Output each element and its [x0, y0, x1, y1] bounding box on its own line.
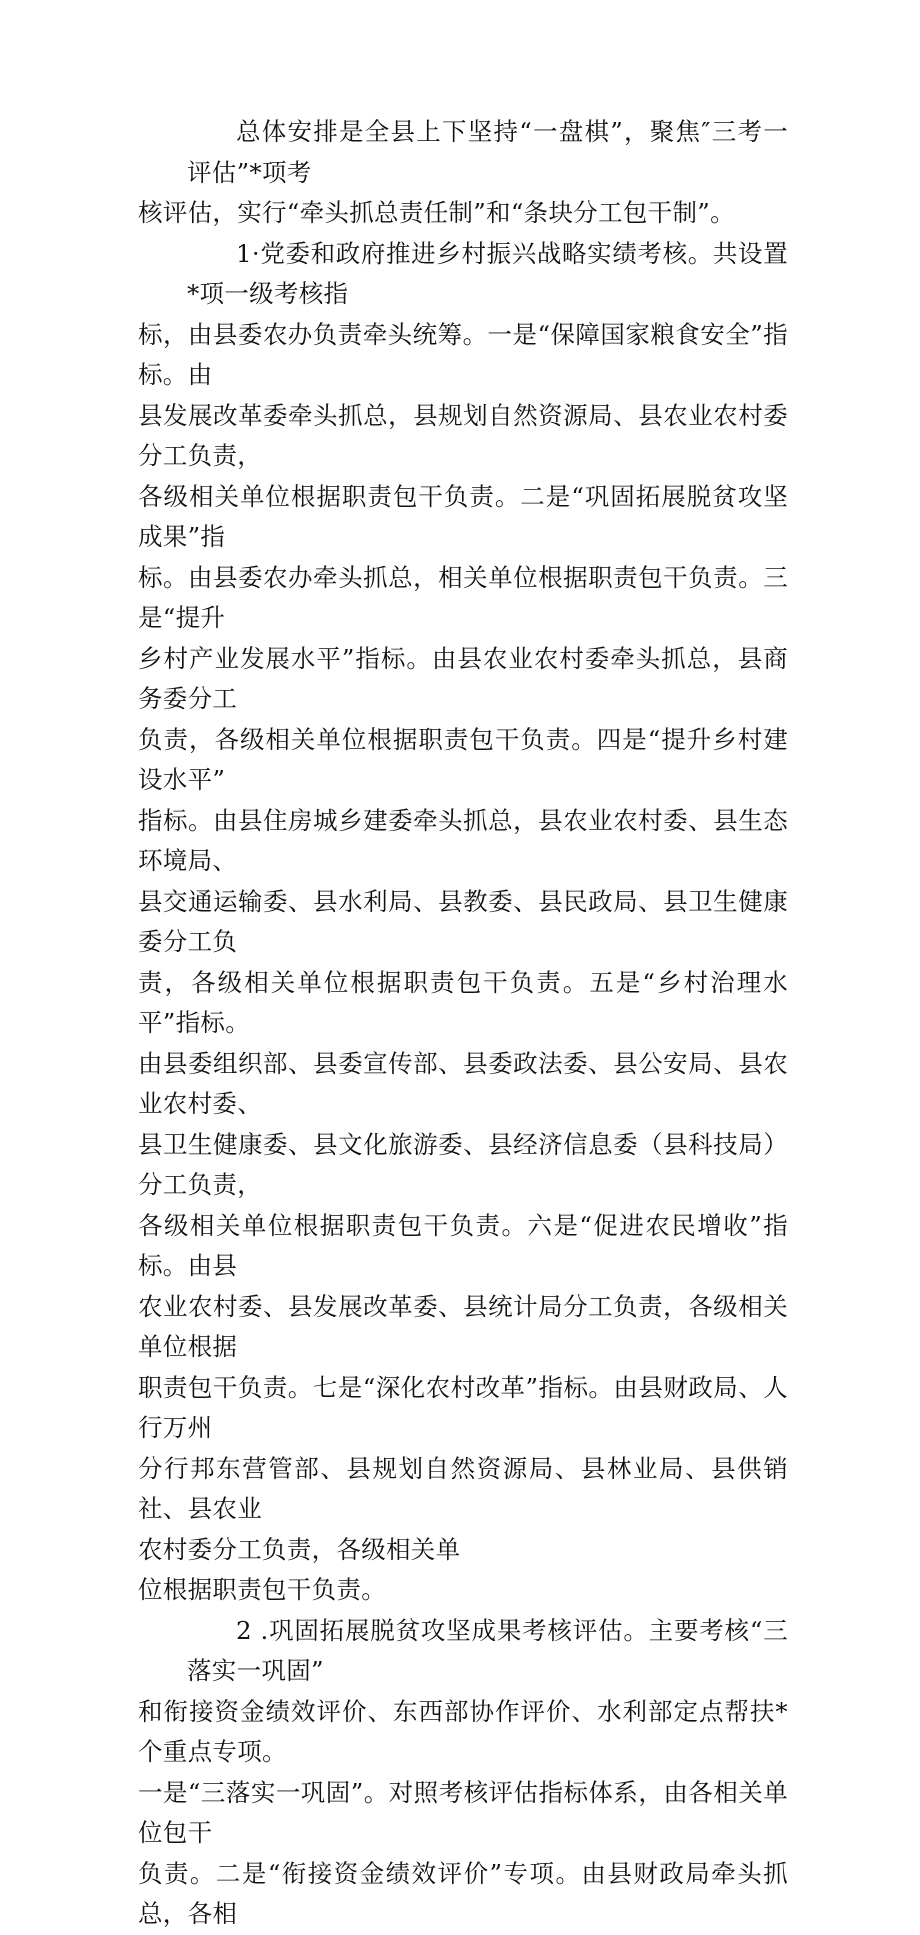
document-body [138, 112, 788, 1935]
text-line: 核评估，实行“牵头抓总责任制”和“条块分工包干制”。 [138, 198, 735, 227]
text-line: 标，由县委农办负责牵头统筹。一是“保障国家粮食安全”指标。由 [138, 319, 788, 389]
paragraph-rural-revitalization-assessment [138, 234, 788, 1611]
text-line: 县卫生健康委、县文化旅游委、县经济信息委（县科技局）分工负责， [138, 1129, 788, 1199]
text-line: 职责包干负责。七是“深化农村改革”指标。由县财政局、人行万州 [138, 1372, 788, 1442]
paragraph-poverty-alleviation-assessment [138, 1611, 788, 1935]
text-line: 位根据职责包干负责。 [138, 1575, 386, 1604]
text-line: 指标。由县住房城乡建委牵头抓总，县农业农村委、县生态环境局、 [138, 805, 788, 875]
text-line: 分行邦东营管部、县规划自然资源局、县林业局、县供销社、县农业 [138, 1453, 788, 1523]
text-line: 由县委组织部、县委宣传部、县委政法委、县公安局、县农业农村委、 [138, 1048, 788, 1118]
text-line: 一是“三落实一巩固”。对照考核评估指标体系，由各相关单位包干 [138, 1777, 788, 1847]
text-line: 各级相关单位根据职责包干负责。二是“巩固拓展脱贫攻坚成果”指 [138, 481, 788, 551]
text-line: 1·党委和政府推进乡村振兴战略实绩考核。共设置*项一级考核指 [187, 238, 788, 308]
text-line: 2 .巩固拓展脱贫攻坚成果考核评估。主要考核“三落实一巩固” [187, 1615, 788, 1685]
text-line: 县发展改革委牵头抓总，县规划自然资源局、县农业农村委分工负责， [138, 400, 788, 470]
text-line: 负责，各级相关单位根据职责包干负责。四是“提升乡村建设水平” [138, 724, 788, 794]
text-line: 县交通运输委、县水利局、县教委、县民政局、县卫生健康委分工负 [138, 886, 788, 956]
text-line: 农业农村委、县发展改革委、县统计局分工负责，各级相关单位根据 [138, 1291, 788, 1361]
text-line: 总体安排是全县上下坚持“一盘棋”，聚焦″三考一评估”*项考 [187, 117, 788, 187]
text-line: 标。由县委农办牵头抓总，相关单位根据职责包干负责。三是“提升 [138, 562, 788, 632]
text-line: 和衔接资金绩效评价、东西部协作评价、水利部定点帮扶*个重点专项。 [138, 1696, 788, 1766]
paragraph-overall-arrangement [138, 112, 788, 234]
text-line: 农村委分工负责，各级相关单 [138, 1534, 461, 1564]
text-line: 负责。二是“衔接资金绩效评价”专项。由县财政局牵头抓总，各相 [138, 1858, 788, 1928]
text-line: 各级相关单位根据职责包干负责。六是“促进农民增收”指标。由县 [138, 1210, 788, 1280]
text-line: 责，各级相关单位根据职责包干负责。五是“乡村治理水平”指标。 [138, 967, 788, 1037]
text-line: 乡村产业发展水平”指标。由县农业农村委牵头抓总，县商务委分工 [138, 643, 788, 713]
